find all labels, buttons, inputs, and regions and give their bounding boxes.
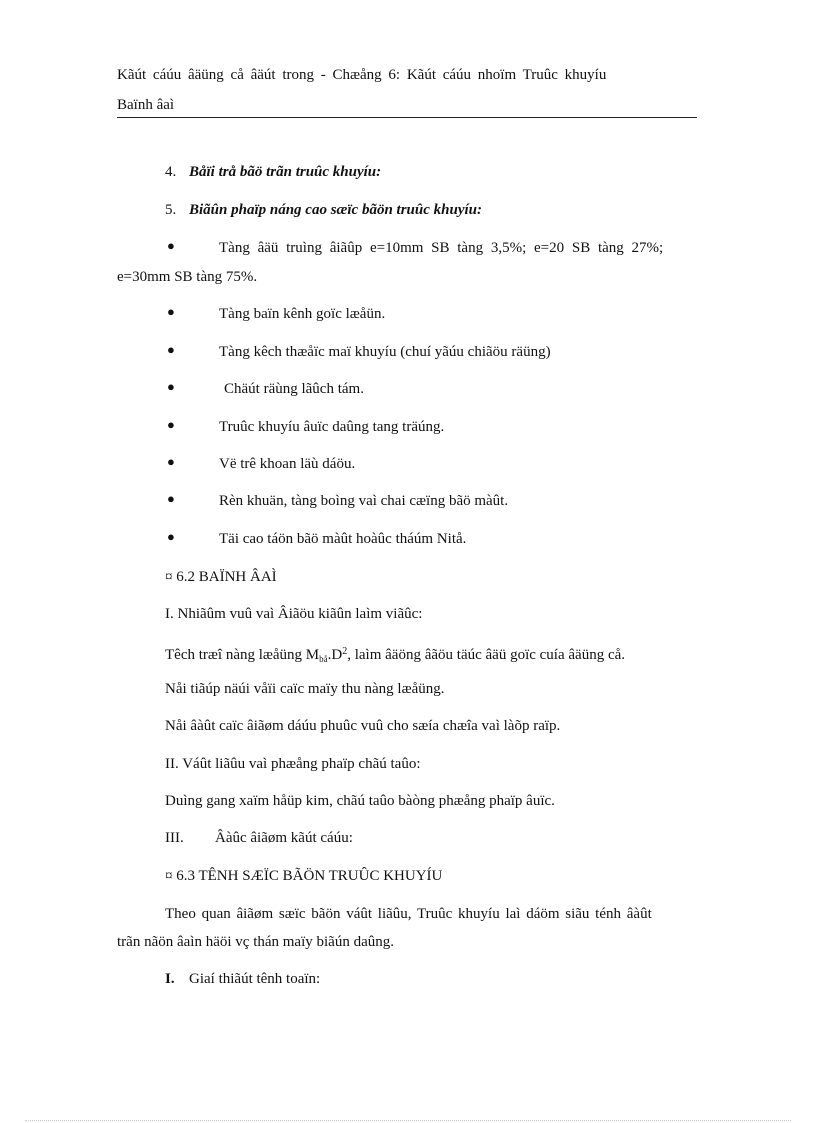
subheading-number: I. xyxy=(165,971,175,987)
subheading-3-number: III. xyxy=(165,830,184,846)
section-6-3-paragraph-line-2: trãn nãön âaìn häöi vç thán maïy biãún daûng. xyxy=(117,934,394,950)
bullet-icon: ● xyxy=(167,417,175,432)
header-title-line: Kãút cáúu âäüng cå âäút trong - Chæång 6: Kãút cáúu nhoïm Truûc khuyíu xyxy=(117,67,607,83)
bullet-2-text: Tàng baïn kênh goïc læåün. xyxy=(219,306,386,322)
bullet-icon: ● xyxy=(167,491,175,506)
energy-storage-mid: .D xyxy=(327,647,343,663)
bullet-3-text: Tàng kêch thæåïc maï khuyíu (chuí yãúu chiãöu räüng) xyxy=(219,344,551,360)
bullet-4-text: Chäút räùng lãûch tám. xyxy=(224,381,364,397)
bullet-7-text: Rèn khuän, tàng boìng vaì chai cæïng bãö màût. xyxy=(219,493,509,509)
bullet-icon: ● xyxy=(167,529,175,544)
subscript: bå xyxy=(319,654,328,664)
bullet-icon: ● xyxy=(167,454,175,469)
item-4 xyxy=(165,162,381,182)
superscript: 2 xyxy=(342,646,348,657)
section-6-3-text-1: Theo quan âiãøm sæïc bãön váût liãûu, Truûc khuyíu laì dáöm siãu ténh âàût xyxy=(165,906,652,922)
section-6-2-subheading-3 xyxy=(165,828,353,848)
footer-rule xyxy=(25,1120,791,1121)
item-5 xyxy=(165,200,482,220)
subheading-text: Giaí thiãút tênh toaïn: xyxy=(189,971,321,987)
item-5-heading: Biãûn phaïp náng cao sæïc bãön truûc khuyíu: xyxy=(189,202,482,218)
bullet-5-text: Truûc khuyíu âuïc daûng tang träúng. xyxy=(219,419,445,435)
section-6-2-subheading-2: II. Váût liãûu vaì phæång phaïp chãú taûo: xyxy=(165,756,421,772)
subheading-3-text: Âàûc âiãøm kãút cáúu: xyxy=(215,830,353,846)
header-subtitle-line: Baïnh âaì xyxy=(117,97,175,113)
bullet-1-line-2: e=30mm SB tàng 75%. xyxy=(117,269,258,285)
bullet-6-text: Vë trê khoan läù dáöu. xyxy=(219,456,356,472)
bullet-8-text: Täi cao táön bãö màût hoàûc tháúm Nitå. xyxy=(219,531,467,547)
section-6-3-heading: ¤ 6.3 TÊNH SÆÏC BÃÖN TRUÛC KHUYÍU xyxy=(165,868,443,884)
section-6-3-paragraph-line-1 xyxy=(165,904,716,924)
section-6-2-paragraph-3: Nåi âàût caïc âiãøm dáúu phuûc vuû cho sæía chæîa vaì làõp raïp. xyxy=(165,718,561,734)
section-6-2-paragraph-1 xyxy=(165,642,625,669)
section-6-2-subheading-1: I. Nhiãûm vuû vaì Âiãöu kiãûn laìm viãûc: xyxy=(165,606,423,622)
section-6-2-paragraph-2: Nåi tiãúp näúi våïi caïc maïy thu nàng læåüng. xyxy=(165,681,445,697)
section-6-2-paragraph-4: Duìng gang xaïm håüp kim, chãú taûo bàòng phæång phaïp âuïc. xyxy=(165,793,555,809)
header-rule xyxy=(117,117,697,118)
bullet-icon: ● xyxy=(167,304,175,319)
item-4-heading: Båïi trå bãö trãn truûc khuyíu: xyxy=(189,164,382,180)
bullet-1-text: Tàng âäü truìng âiãûp e=10mm SB tàng 3,5%; e=20 SB tàng 27%; xyxy=(219,240,664,256)
section-6-2-heading: ¤ 6.2 BAÏNH ÂAÌ xyxy=(165,569,277,585)
bullet-icon: ● xyxy=(167,379,175,394)
page-header xyxy=(117,60,697,120)
bullet-1-line-1 xyxy=(219,238,716,258)
item-4-number: 4. xyxy=(165,164,177,180)
bullet-icon: ● xyxy=(167,238,175,253)
item-5-number: 5. xyxy=(165,202,177,218)
bullet-icon: ● xyxy=(167,342,175,357)
section-6-3-subheading-1 xyxy=(165,969,320,989)
energy-storage-post: , laìm âäöng âãöu täúc âäü goïc cuía âäüng cå. xyxy=(347,647,626,663)
energy-storage-text: Têch træî nàng læåüng M xyxy=(165,647,320,663)
